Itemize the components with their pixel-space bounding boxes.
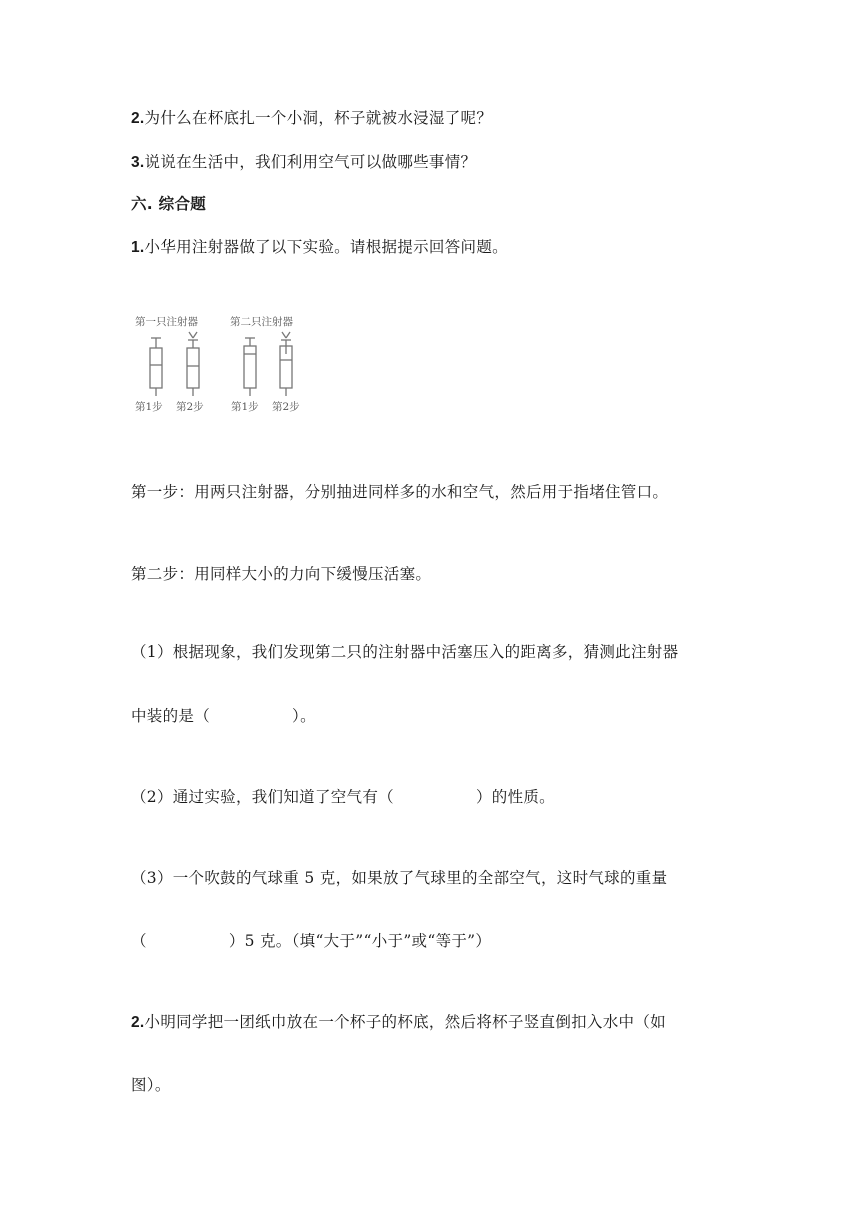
sub-question-2-prefix: （2）通过实验，我们知道了空气有（ xyxy=(131,788,394,806)
question-2-number: 2. xyxy=(131,110,145,127)
sub-question-3-line-2 xyxy=(131,929,491,951)
figure-label-step1-b: 第1步 xyxy=(231,401,259,413)
step-2-text: 第二步：用同样大小的力向下缓慢压活塞。 xyxy=(131,565,432,583)
problem-2-text: 小明同学把一团纸巾放在一个杯子的杯底，然后将杯子竖直倒扣入水中（如 xyxy=(144,1013,666,1031)
question-3-text: 说说在生活中，我们利用空气可以做哪些事情？ xyxy=(144,153,477,171)
section-heading: 六. 综合题 xyxy=(131,195,207,213)
sub-question-1-line-2 xyxy=(131,704,316,726)
sub-question-1-prefix: 中装的是（ xyxy=(131,707,211,725)
sub-question-3-prefix: （ xyxy=(131,932,147,950)
syringe-2-step1 xyxy=(244,338,256,396)
sub-question-1-line-1: （1）根据现象，我们发现第二只的注射器中活塞压入的距离多，猜测此注射器 xyxy=(131,643,679,661)
problem-1-number: 1. xyxy=(131,239,145,256)
figure-label-step1-a: 第1步 xyxy=(135,401,163,413)
question-2-text: 为什么在杯底扎一个小洞，杯子就被水浸湿了呢？ xyxy=(144,109,493,127)
syringe-1-step1 xyxy=(150,338,162,396)
sub-question-2-suffix: ）的性质。 xyxy=(475,788,555,806)
figure-title-second: 第二只注射器 xyxy=(230,316,293,328)
figure-title-first: 第一只注射器 xyxy=(135,316,198,328)
syringe-1-step2 xyxy=(187,332,199,396)
problem-2-line-1 xyxy=(131,1010,666,1032)
syringe-2-step2 xyxy=(280,332,292,396)
sub-question-3-suffix: ）5 克。（填“大于”“小于”或“等于”） xyxy=(228,932,492,950)
problem-2-number: 2. xyxy=(131,1014,145,1031)
sub-question-1-suffix: ）。 xyxy=(292,707,316,725)
question-3-number: 3. xyxy=(131,154,145,171)
sub-question-2 xyxy=(131,785,555,807)
problem-1-intro xyxy=(131,235,508,257)
step-1-text: 第一步：用两只注射器，分别抽进同样多的水和空气，然后用于指堵住管口。 xyxy=(131,483,669,501)
figure-label-step2-b: 第2步 xyxy=(272,401,300,413)
syringe-experiment-figure xyxy=(131,310,311,420)
problem-2-line-2: 图）。 xyxy=(131,1076,171,1094)
question-3 xyxy=(131,150,476,172)
figure-label-step2-a: 第2步 xyxy=(176,401,204,413)
sub-question-3-line-1: （3）一个吹鼓的气球重 5 克，如果放了气球里的全部空气，这时气球的重量 xyxy=(131,869,668,887)
problem-1-text: 小华用注射器做了以下实验。请根据提示回答问题。 xyxy=(144,238,508,256)
question-2 xyxy=(131,106,492,128)
